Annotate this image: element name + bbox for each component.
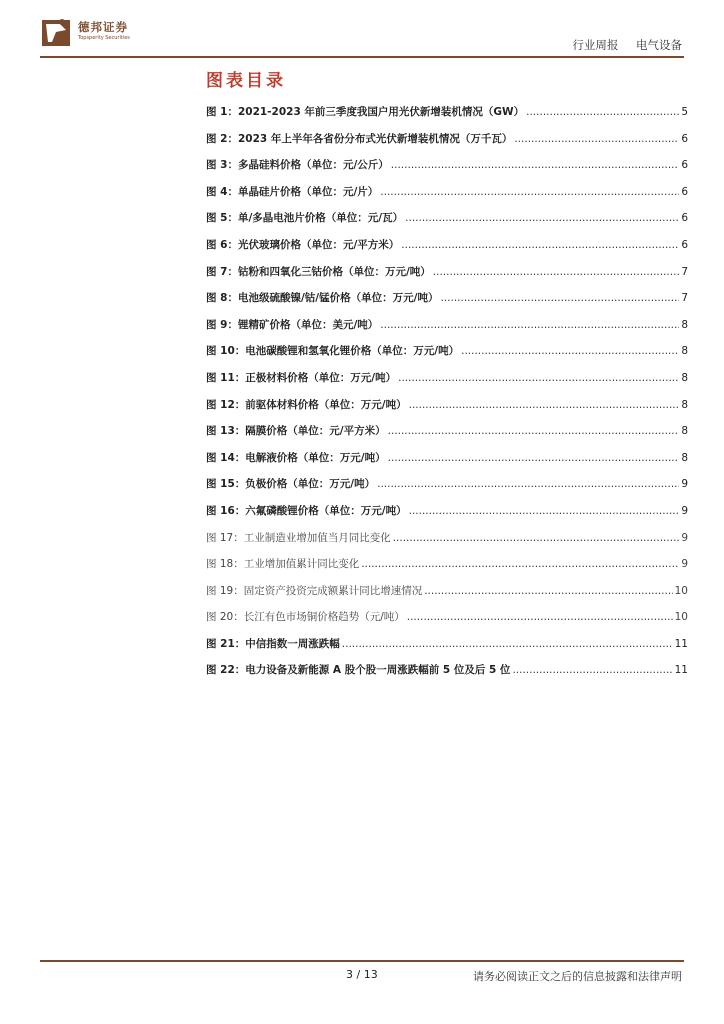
- toc-list: [206, 104, 688, 689]
- company-logo: [40, 14, 160, 48]
- toc-entry-label: 图 9：锂精矿价格（单位：美元/吨）: [206, 318, 379, 331]
- toc-leader-dots: [401, 239, 679, 251]
- toc-entry-page: 9: [681, 478, 688, 491]
- toc-leader-dots: [361, 558, 679, 570]
- toc-entry-page: 6: [681, 185, 688, 198]
- toc-entry-label: 图 2：2023 年上半年各省份分布式光伏新增装机情况（万千瓦）: [206, 132, 513, 145]
- toc-entry-label: 图 22：电力设备及新能源 A 股个股一周涨跌幅前 5 位及后 5 位: [206, 664, 511, 677]
- toc-entry-page: 8: [681, 371, 688, 384]
- toc-entry[interactable]: [206, 583, 688, 610]
- toc-entry-label: 图 11：正极材料价格（单位：万元/吨）: [206, 371, 397, 384]
- toc-leader-dots: [388, 452, 680, 464]
- toc-entry[interactable]: [206, 370, 688, 397]
- toc-entry-label: 图 16：六氟磷酸锂价格（单位：万元/吨）: [206, 504, 407, 517]
- toc-entry-label: 图 5：单/多晶电池片价格（单位：元/瓦）: [206, 212, 404, 225]
- toc-leader-dots: [433, 266, 680, 278]
- toc-entry-label: 图 8：电池级硫酸镍/钴/锰价格（单位：万元/吨）: [206, 292, 439, 305]
- logo-text-en: Topsperity Securities: [78, 35, 130, 41]
- page-number: 3 / 13: [346, 968, 378, 981]
- toc-entry-page: 5: [681, 106, 688, 118]
- toc-leader-dots: [377, 478, 679, 490]
- toc-entry-label: 图 19：固定资产投资完成额累计同比增速情况: [206, 584, 423, 597]
- toc-entry-page: 8: [681, 345, 688, 358]
- toc-entry[interactable]: [206, 423, 688, 450]
- toc-entry[interactable]: [206, 530, 688, 557]
- toc-leader-dots: [512, 664, 672, 676]
- toc-entry[interactable]: [206, 157, 688, 184]
- toc-entry[interactable]: [206, 210, 688, 237]
- toc-entry-label: 图 12：前驱体材料价格（单位：万元/吨）: [206, 398, 407, 411]
- toc-leader-dots: [424, 585, 672, 597]
- toc-entry-page: 8: [681, 425, 688, 438]
- toc-entry-page: 11: [674, 664, 688, 677]
- toc-entry-page: 6: [681, 212, 688, 225]
- toc-entry[interactable]: [206, 343, 688, 370]
- toc-entry-page: 10: [674, 584, 688, 597]
- footer-divider: [40, 960, 684, 962]
- toc-entry-page: 8: [681, 398, 688, 411]
- toc-entry-page: 6: [681, 159, 688, 172]
- report-type: 行业周报: [572, 38, 619, 52]
- toc-entry-label: 图 17：工业制造业增加值当月同比变化: [206, 531, 391, 544]
- toc-leader-dots: [398, 372, 679, 384]
- toc-entry[interactable]: [206, 131, 688, 158]
- toc-entry-label: 图 21：中信指数一周涨跌幅: [206, 637, 340, 650]
- toc-entry[interactable]: [206, 237, 688, 264]
- sector-name: 电气设备: [636, 38, 682, 52]
- toc-entry[interactable]: [206, 609, 688, 636]
- toc-leader-dots: [405, 212, 679, 224]
- toc-entry-page: 9: [681, 531, 688, 544]
- toc-entry-page: 7: [681, 265, 688, 278]
- toc-entry[interactable]: [206, 662, 688, 689]
- toc-entry-label: 图 20：长江有色市场铜价格趋势（元/吨）: [206, 611, 405, 624]
- toc-entry-page: 9: [681, 558, 688, 571]
- toc-leader-dots: [342, 638, 673, 650]
- toc-leader-dots: [393, 532, 680, 544]
- toc-leader-dots: [391, 159, 680, 171]
- logo-text-cn: 德邦证券: [78, 20, 128, 34]
- toc-entry[interactable]: [206, 290, 688, 317]
- toc-entry[interactable]: [206, 636, 688, 663]
- toc-entry-label: 图 7：钴粉和四氧化三钴价格（单位：万元/吨）: [206, 265, 431, 278]
- toc-entry-label: 图 14：电解液价格（单位：万元/吨）: [206, 451, 386, 464]
- toc-entry[interactable]: [206, 397, 688, 424]
- toc-entry-label: 图 13：隔膜价格（单位：元/平方米）: [206, 425, 386, 438]
- footer-disclaimer: 请务必阅读正文之后的信息披露和法律声明: [473, 970, 682, 983]
- toc-leader-dots: [526, 106, 679, 118]
- header-meta: [572, 37, 682, 53]
- toc-entry-label: 图 4：单晶硅片价格（单位：元/片）: [206, 185, 379, 198]
- toc-leader-dots: [440, 292, 679, 304]
- toc-entry[interactable]: [206, 556, 688, 583]
- toc-entry[interactable]: [206, 264, 688, 291]
- toc-entry[interactable]: [206, 317, 688, 344]
- toc-entry[interactable]: [206, 476, 688, 503]
- toc-entry-page: 11: [674, 637, 688, 650]
- toc-entry-page: 7: [681, 292, 688, 305]
- toc-leader-dots: [514, 133, 679, 145]
- toc-leader-dots: [380, 186, 679, 198]
- toc-entry-page: 8: [681, 451, 688, 464]
- toc-title: 图表目录: [206, 71, 286, 91]
- toc-entry-label: 图 3：多晶硅料价格（单位：元/公斤）: [206, 159, 389, 172]
- toc-leader-dots: [380, 319, 679, 331]
- toc-entry[interactable]: [206, 450, 688, 477]
- toc-entry-page: 8: [681, 318, 688, 331]
- toc-entry-page: 9: [681, 504, 688, 517]
- toc-entry-label: 图 15：负极价格（单位：万元/吨）: [206, 478, 376, 491]
- toc-entry-label: 图 6：光伏玻璃价格（单位：元/平方米）: [206, 238, 400, 251]
- toc-entry[interactable]: [206, 104, 688, 131]
- logo-mark-icon: [40, 14, 74, 48]
- toc-leader-dots: [407, 611, 673, 623]
- toc-entry-page: 10: [674, 611, 688, 624]
- toc-entry-label: 图 18：工业增加值累计同比变化: [206, 558, 360, 571]
- toc-leader-dots: [409, 505, 680, 517]
- toc-entry[interactable]: [206, 503, 688, 530]
- toc-entry-label: 图 1：2021-2023 年前三季度我国户用光伏新增装机情况（GW）: [206, 106, 525, 118]
- toc-entry-label: 图 10：电池碳酸锂和氢氧化锂价格（单位：万元/吨）: [206, 345, 460, 358]
- toc-leader-dots: [461, 345, 679, 357]
- toc-entry[interactable]: [206, 184, 688, 211]
- toc-leader-dots: [388, 425, 680, 437]
- header-divider: [40, 56, 684, 58]
- toc-entry-page: 6: [681, 132, 688, 145]
- toc-leader-dots: [409, 399, 680, 411]
- toc-entry-page: 6: [681, 238, 688, 251]
